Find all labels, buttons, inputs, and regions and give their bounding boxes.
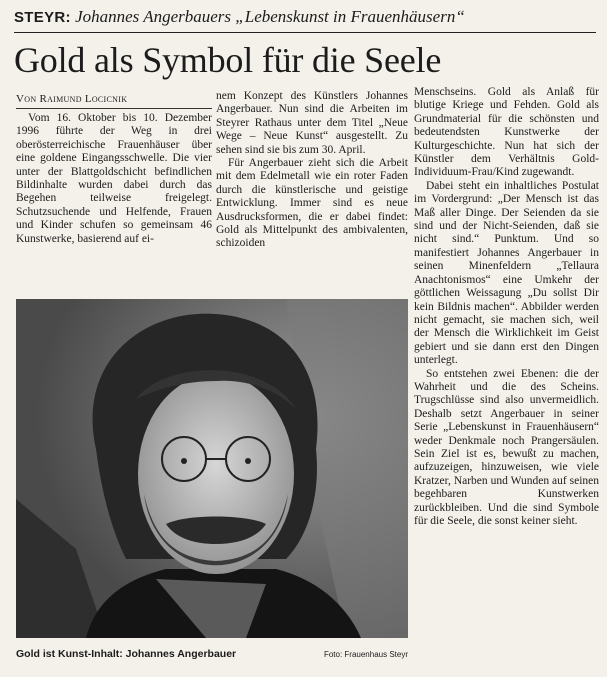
paragraph: Vom 16. Oktober bis 10. Dezember 1996 führte der Weg in drei oberösterreichische Frauenhäuser über eine goldene Eingangsschwelle. Die vier unter der Blattgoldschicht befindlichen Bildinhalte wurden dabei durch das Begehen teilweise freigelegt. Schutzsuchende und Helfende, Frauen und Kinder schufen so gemeinsam 46 Kunstwerke, basierend auf ei- (16, 112, 212, 245)
paragraph: Menschseins. Gold als Anlaß für blutige Kriege und Fehden. Gold als Grundmaterial für die schönsten und bedeutendsten Kunstwerke der Kulturgeschichte. Nun hat sich der Künstler dem Verhältnis Gold-Individuum-Frau/Kind zugewandt. (414, 86, 599, 179)
paragraph: Für Angerbauer zieht sich die Arbeit mit dem Edelmetall wie ein roter Faden durch die künstlerische und geistige Entwicklung. Immer sind es neue Ausdrucksformen, die er dabei findet: Gold als Mittelpunkt des ambivalenten, schizoiden (216, 157, 408, 250)
photo-credit: Foto: Frauenhaus Steyr (323, 650, 408, 659)
paragraph: So entstehen zwei Ebenen: die der Wahrheit und die des Scheins. Trugschlüsse sind also unvermeidlich. Deshalb setzt Angerbauer in seiner Serie „Lebenskunst in Frauenhäusern“ weder Denkmale noch Prangersäulen. Sein Ziel ist es, bewußt zu machen, aufzuzeigen, hinzuweisen, wie viele Kratzer, Narben und Wunden auf seinen begehbaren Kunstwerken zurückbleiben. Und die sind Symbole für die Seele, die sonst keiner sieht. (414, 367, 599, 527)
article-column-3 (414, 86, 599, 660)
photo-caption: Gold ist Kunst-Inhalt: Johannes Angerbauer (16, 648, 237, 660)
header-rule (14, 32, 596, 33)
byline: Von Raimund Locicnik (16, 92, 212, 109)
portrait-photo (16, 299, 408, 638)
location-label: STEYR: (14, 9, 71, 26)
article-column-1 (16, 112, 212, 290)
kicker-line (14, 6, 594, 29)
portrait-image (16, 299, 408, 638)
paragraph: Dabei steht ein inhaltliches Postulat im Vordergrund: „Der Mensch ist das Maß aller Dinge. Der Seienden da sie sind und der Nicht-Seienden, daß sie nicht sind.“ Punktum. Und so manifestiert Johannes Angerbauer in seinen Minenfeldern „Tellaura Anachtonismos“ eine Umkehr der göttlichen Weissagung „Du sollst Dir kein Bildnis machen“. Abbilder werden nicht gemacht, sie machen sich, weil der Mensch die Wirklichkeit im Geist gebiert und sie dann erst den Dingen unterlegt. (414, 179, 599, 367)
article-column-2 (216, 90, 408, 290)
paragraph: nem Konzept des Künstlers Johannes Angerbauer. Nun sind die Arbeiten im Steyrer Rathaus unter dem Titel „Neue Wege – Neue Kunst“ ausgestellt. Zu sehen sind sie bis zum 30. April. (216, 90, 408, 156)
headline: Gold als Symbol für die Seele (14, 40, 442, 80)
kicker-topic: Johannes Angerbauers „Lebenskunst in Frauenhäusern“ (75, 7, 465, 26)
